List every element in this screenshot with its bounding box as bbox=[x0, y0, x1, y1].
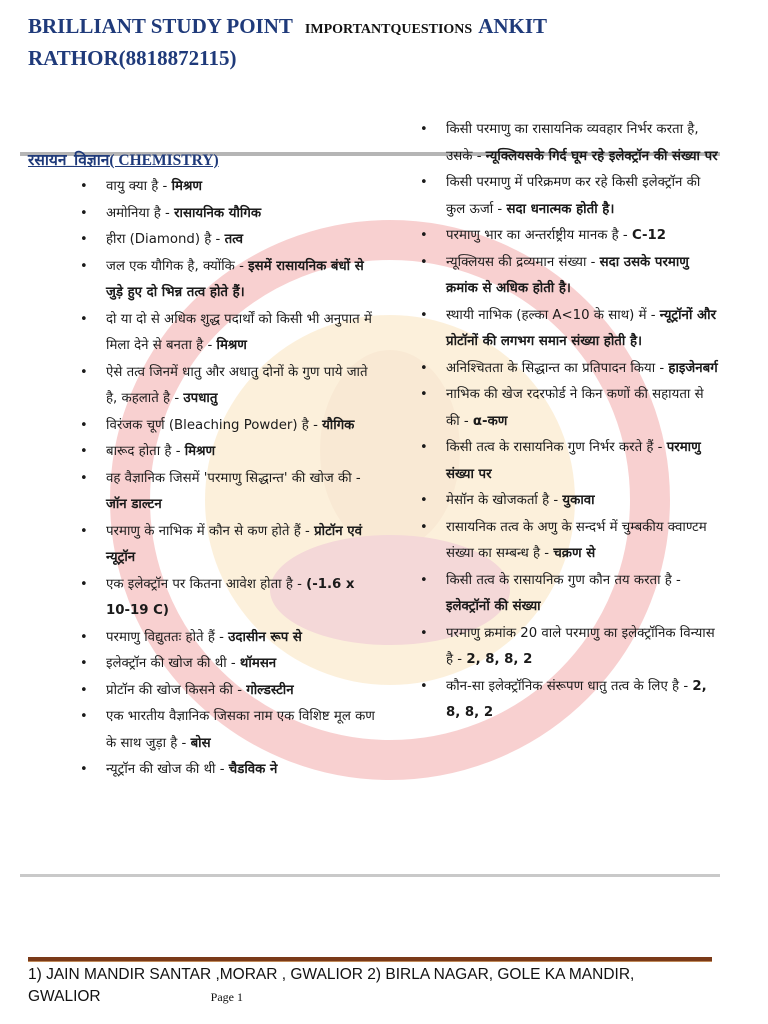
question-item bbox=[420, 515, 720, 568]
question-item bbox=[420, 674, 720, 727]
answer-text: हाइजेनबर्ग bbox=[668, 360, 718, 376]
question-item bbox=[420, 382, 720, 435]
page-number: Page 1 bbox=[210, 990, 243, 1004]
author-name: ANKIT bbox=[478, 14, 548, 38]
question-text: ऐसे तत्व जिनमें धातु और अधातु दोनों के गुण पाये जाते है, कहलाते है - bbox=[106, 364, 368, 406]
answer-text: 2, 8, 8, 2 bbox=[466, 652, 533, 667]
answer-text: रासायनिक यौगिक bbox=[174, 205, 262, 221]
question-text: प्रोटॉन की खोज किसने की - bbox=[106, 682, 247, 698]
answer-text: यौगिक bbox=[322, 417, 355, 433]
question-text: परमाणु के नाभिक में कौन से कण होते हैं - bbox=[106, 523, 315, 539]
question-item bbox=[80, 757, 378, 784]
question-text: रासायनिक तत्व के अणु के सन्दर्भ में चुम्बकीय क्वाण्टम संख्या का सम्बन्ध है - bbox=[446, 519, 707, 561]
question-item bbox=[80, 439, 378, 466]
question-item bbox=[420, 568, 720, 621]
footer-address: 1) JAIN MANDIR SANTAR ,MORAR , GWALIOR 2) BIRLA NAGAR, GOLE KA MANDIR, GWALIOR bbox=[28, 966, 635, 1005]
question-text: एक भारतीय वैज्ञानिक जिसका नाम एक विशिष्ट मूल कण के साथ जुड़ा है - bbox=[106, 709, 375, 751]
page-header bbox=[28, 12, 748, 72]
question-item bbox=[420, 488, 720, 515]
answer-text: मिश्रण bbox=[184, 444, 216, 459]
question-item bbox=[80, 360, 378, 413]
answer-text: तत्व bbox=[224, 232, 244, 247]
question-text: जल एक यौगिक है, क्योंकि - bbox=[106, 258, 249, 274]
section-title: रसायन_विज्ञान( CHEMISTRY) bbox=[28, 152, 219, 169]
answer-text: चैडविक ने bbox=[228, 762, 278, 777]
answer-text: गोल्डस्टीन bbox=[246, 682, 294, 698]
question-text: परमाणु विद्युततः होते हैं - bbox=[106, 629, 229, 645]
question-item bbox=[80, 174, 378, 201]
question-item bbox=[80, 651, 378, 678]
answer-text: जॉन डाल्टन bbox=[106, 497, 162, 512]
question-text: नाभिक की खेज रदरफोर्ड ने किन कणों की सहायता से की - bbox=[446, 387, 704, 429]
question-list-left bbox=[80, 174, 378, 784]
question-text: विरंजक चूर्ण (Bleaching Powder) है - bbox=[106, 417, 323, 433]
answer-text: मिश्रण bbox=[216, 338, 247, 353]
question-text: अमोनिया है - bbox=[106, 205, 175, 221]
question-text: दो या दो से अधिक शुद्ध पदार्थों को किसी भी अनुपात में मिला देने से बनता है - bbox=[106, 311, 372, 353]
answer-text: प्रोटॉन एवं न्यूट्रॉन bbox=[106, 523, 362, 565]
answer-text: इलेक्ट्रॉनों की संख्या bbox=[446, 599, 541, 614]
answer-text: युकावा bbox=[562, 493, 595, 508]
question-text: एक इलेक्ट्रॉन पर कितना आवेश होता है - bbox=[106, 576, 307, 592]
answer-text: सदा उसके परमाणु क्रमांक से अधिक होती है। bbox=[446, 254, 689, 296]
question-text: न्यूट्रॉन की खोज की थी - bbox=[106, 762, 229, 777]
question-item bbox=[80, 572, 378, 625]
question-item bbox=[80, 307, 378, 360]
answer-text: उपधातु bbox=[183, 391, 218, 406]
answer-text: चक्रण से bbox=[553, 546, 596, 561]
question-text: मेसॉन के खोजकर्ता है - bbox=[446, 493, 563, 508]
question-item bbox=[420, 435, 720, 488]
question-text: परमाणु क्रमांक 20 वाले परमाणु का इलेक्ट्रॉनिक विन्यास है - bbox=[446, 625, 715, 667]
question-item bbox=[80, 466, 378, 519]
answer-text: थॉमसन bbox=[239, 656, 277, 671]
question-item bbox=[80, 254, 378, 307]
question-item bbox=[420, 303, 720, 356]
question-item bbox=[80, 704, 378, 757]
author-phone: RATHOR(8818872115) bbox=[28, 46, 237, 70]
answer-text: इसमें रासायनिक बंधों से जुड़े हुए दो भिन्न तत्व होते हैं। bbox=[106, 258, 364, 300]
answer-text: न्यूट्रॉनों और प्रोटॉनों की लगभग समान संख्या होती है। bbox=[446, 307, 717, 349]
question-text: वह वैज्ञानिक जिसमें 'परमाणु सिद्धान्त' की खोज की - bbox=[106, 470, 361, 486]
question-item bbox=[80, 201, 378, 228]
content-rule bbox=[20, 874, 720, 877]
question-item bbox=[420, 223, 720, 250]
question-text: हीरा (Diamond) है - bbox=[106, 232, 225, 247]
question-text: किसी परमाणु का रासायनिक व्यवहार निर्भर करता है, उसके - bbox=[446, 122, 699, 164]
page-footer bbox=[28, 964, 748, 1008]
answer-text: बोस bbox=[190, 735, 211, 751]
question-item bbox=[80, 413, 378, 440]
question-text: वायु क्या है - bbox=[106, 179, 172, 194]
answer-text: सदा धनात्मक होती है। bbox=[506, 201, 615, 217]
question-item bbox=[80, 227, 378, 254]
footer-rule bbox=[28, 957, 712, 962]
question-item bbox=[80, 625, 378, 652]
left-column bbox=[28, 148, 378, 784]
question-text: न्यूक्लियस की द्रव्यमान संख्या - bbox=[446, 254, 600, 270]
question-item bbox=[420, 356, 720, 383]
answer-text: उदासीन रूप से bbox=[228, 629, 302, 645]
question-item bbox=[420, 250, 720, 303]
answer-text: परमाणु संख्या पर bbox=[446, 440, 701, 482]
question-text: परमाणु भार का अन्तर्राष्ट्रीय मानक है - bbox=[446, 228, 632, 243]
right-column bbox=[420, 117, 720, 727]
question-list-right bbox=[420, 117, 720, 727]
question-item bbox=[80, 519, 378, 572]
question-item bbox=[420, 117, 720, 170]
question-text: बारूद होता है - bbox=[106, 444, 185, 459]
brand-name: BRILLIANT STUDY POINT bbox=[28, 14, 293, 38]
answer-text: 2, 8, 8, 2 bbox=[446, 678, 707, 720]
question-item bbox=[420, 170, 720, 223]
question-item bbox=[80, 678, 378, 705]
header-tag: IMPORTANTQUESTIONS bbox=[304, 22, 473, 37]
answer-text: न्यूक्लियसके गिर्द घूम रहे इलेक्ट्रॉन की संख्या पर bbox=[485, 148, 718, 164]
question-text: कौन-सा इलेक्ट्रॉनिक संरूपण धातु तत्व के लिए है - bbox=[446, 678, 693, 694]
question-text: अनिश्चितता के सिद्धान्त का प्रतिपादन किया - bbox=[446, 360, 669, 376]
question-item bbox=[420, 621, 720, 674]
answer-text: α-कण bbox=[472, 413, 508, 429]
question-text: किसी तत्व के रासायनिक गुण कौन तय करता है - bbox=[446, 572, 681, 588]
question-text: इलेक्ट्रॉन की खोज की थी - bbox=[106, 656, 240, 671]
answer-text: C-12 bbox=[631, 228, 667, 243]
question-text: किसी तत्व के रासायनिक गुण निर्भर करते हैं - bbox=[446, 440, 667, 455]
answer-text: मिश्रण bbox=[171, 179, 203, 194]
question-text: स्थायी नाभिक (हल्का A<10 के साथ) में - bbox=[446, 307, 660, 323]
question-text: किसी परमाणु में परिक्रमण कर रहे किसी इलेक्ट्रॉन की कुल ऊर्जा - bbox=[446, 175, 701, 217]
answer-text: (-1.6 x 10-19 C) bbox=[106, 576, 355, 618]
